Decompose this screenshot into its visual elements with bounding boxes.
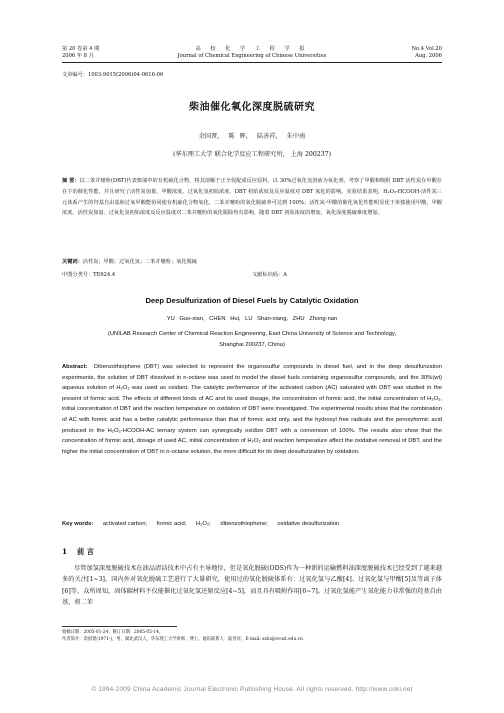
keywords-cn (62, 258, 442, 265)
document-code: 文献标识码：A (252, 272, 287, 278)
header-rule (62, 62, 442, 63)
footnote-rule (62, 626, 177, 627)
keyword-en: activated carbon; (102, 521, 148, 527)
keywords-cn-label: 关键词： (62, 259, 83, 265)
affiliation-cn: (华东理工大学 联合化学反应工程研究所， 上海 200237) (172, 151, 332, 158)
authors-en: YU Guo-xian, CHEN Hui, LU Shan-xiang, ZHU Zhong-nan (166, 316, 338, 322)
running-header (62, 46, 442, 68)
affiliation-en-line1: (UNILAB Research Center of Chemical Reaction Engineering, East China University of Science and Technology, (107, 331, 397, 337)
abstract-en-text: Dibenzothiophene (DBT) was selected to represent the organosulfur compounds in diesel fuel, and in the deep desulfurization experiments, the solution of DBT dissolved in n-octane was used to model the diesel fuels containing organosulfur compounds, and the 30%(wt) aqueous solution of H₂O₂ was used as oxidant. The catalytic performance of the activated carbon (AC) saturated with DBT was studied in the present of formic acid. The effects of different kinds of AC and its used dosage, the concentration of formic acid, the initial concentration of H₂O₂, initial concentration of DBT and the reaction temperature on oxidation of DBT were investigated. The experimental results show that the combination of AC with formic acid has a better catalytic performance than that of formic acid only, and the hydroxyl free radicals and the peroxyformic acid produced in the H₂O₂-HCOOH-AC ternary system can synergically oxidize DBT with a conversion of 100%. The results also show that the concentration of formic acid, dosage of used AC, initial concentration of H₂O₂ and reaction temperature affect the oxidative removal of DBT, and the higher the initial concentration of DBT in n-octane solution, the more difficult for its deep desulfurization by oxidation. (62, 364, 442, 455)
keywords-cn-text: 活性炭；甲酸；过氧化氢；二苯并噻吩；氧化脱硫 (82, 259, 197, 265)
header-volume-cn: 第 20 卷第 4 期 (62, 46, 100, 52)
section-number: 1 (62, 547, 68, 556)
abstract-en (62, 362, 442, 457)
footnote-author: 作者简介：余国贤(1971-)，男，湖北武汉人，华东理工大学讲师，博士。通讯联系人：陆善祥，E-mail: sxlu@ecust.edu.cn (62, 637, 303, 643)
title-cn: 柴油催化氧化深度脱硫研究 (189, 102, 315, 113)
abstract-cn (62, 176, 442, 219)
keywords-en-label: Key words: (62, 521, 94, 527)
section-title: 前 言 (77, 547, 94, 556)
header-right (412, 46, 442, 60)
keyword-en: oxidative desulfurization (277, 521, 340, 527)
classification-cn (62, 271, 442, 278)
keyword-en: H₂O₂; (195, 521, 211, 527)
keyword-en: dibenzothiophene; (220, 521, 268, 527)
article-number: 文章编号：1003-9015(2006)04-0616-06 (62, 72, 164, 78)
abstract-en-label: Abstract: (62, 364, 88, 370)
header-volume-en: No.4 Vol.20 (411, 46, 442, 52)
title-en: Deep Desulfurization of Diesel Fuels by Catalytic Oxidation (145, 296, 359, 305)
authors-cn: 余国贤， 陈 晖， 陆善祥， 朱中南 (198, 133, 306, 140)
section-heading (62, 547, 94, 557)
introduction-paragraph: 尽管加氢深度脱硫技术在油品清洁技术中占有主导地位，但是氧化脱硫(ODS)作为一种新的运输燃料油深度脱硫技术已经受到了越来越多的关注[1~3]。国内外对氧化脱硫工艺进行了大量研究，使用过的氧化脱硫体系有：过氧化氢与乙酸[4]、过氧化氢与甲酸[5]及等离子体[6]等。众所周知，固体碳材料不仅能催化过氧化氢还原反应[4~5]，而且具有吸附作用[6~7]。过氧化氢能产生氧化能力非常强的羟基自由基，将二苯 (62, 565, 442, 606)
abstract-cn-text: 以二苯并噻吩(DBT)代表柴油中的有机硫化合物，将其溶解于正辛烷配成反应原料，以 30%过氧化氢溶液为氧化剂，考察了甲酸和吸附 DBT 活性炭在甲酸存在下的催化性能，并且研究了活性炭加量、甲酸浓度、过氧化氢初始浓度、DBT 初始浓度及反应温度对 DBT 氧化的影响。实验结果表明，H₂O₂-HCOOH-活性炭三元体系产生的羟基自由基和过氧甲酸能协同使有机硫化合物氧化，二苯并噻吩的氧化脱硫率可达到 100%；活性炭-甲酸的催化氧化性能明显优于单独使用甲酸，甲酸浓度、活性炭加量、过氧化氢初始浓度及反应温度对二苯并噻吩的氧化脱除均有影响，随着 DBT 初始浓度的增加，氧化深度脱硫难度增加。 (62, 178, 442, 217)
footnote (62, 629, 442, 643)
copyright-watermark: © 1994-2009 China Academic Journal Electronic Publishing House. All rights reserved. http://www.cnki.net (91, 686, 413, 693)
header-date-cn: 2006 年 8 月 (62, 53, 94, 59)
header-journal-cn: 高 校 化 学 工 程 学 报 (195, 46, 309, 52)
header-journal-en: Journal of Chemical Engineering of Chinese Universities (177, 53, 327, 59)
clc-number: 中图分类号：TE624.4 (62, 272, 116, 278)
affiliation-en-line2: Shanghai 200237, China) (219, 341, 285, 348)
abstract-cn-label: 摘 要： (62, 178, 80, 184)
keywords-en (62, 521, 442, 527)
affiliation-en (62, 329, 442, 350)
header-date-en: Aug. 2006 (415, 53, 442, 59)
header-center (62, 46, 442, 60)
footnote-received: 收稿日期：2005-01-24；修订日期：2005-05-14。 (62, 630, 164, 635)
keyword-en: formic acid; (156, 521, 187, 527)
